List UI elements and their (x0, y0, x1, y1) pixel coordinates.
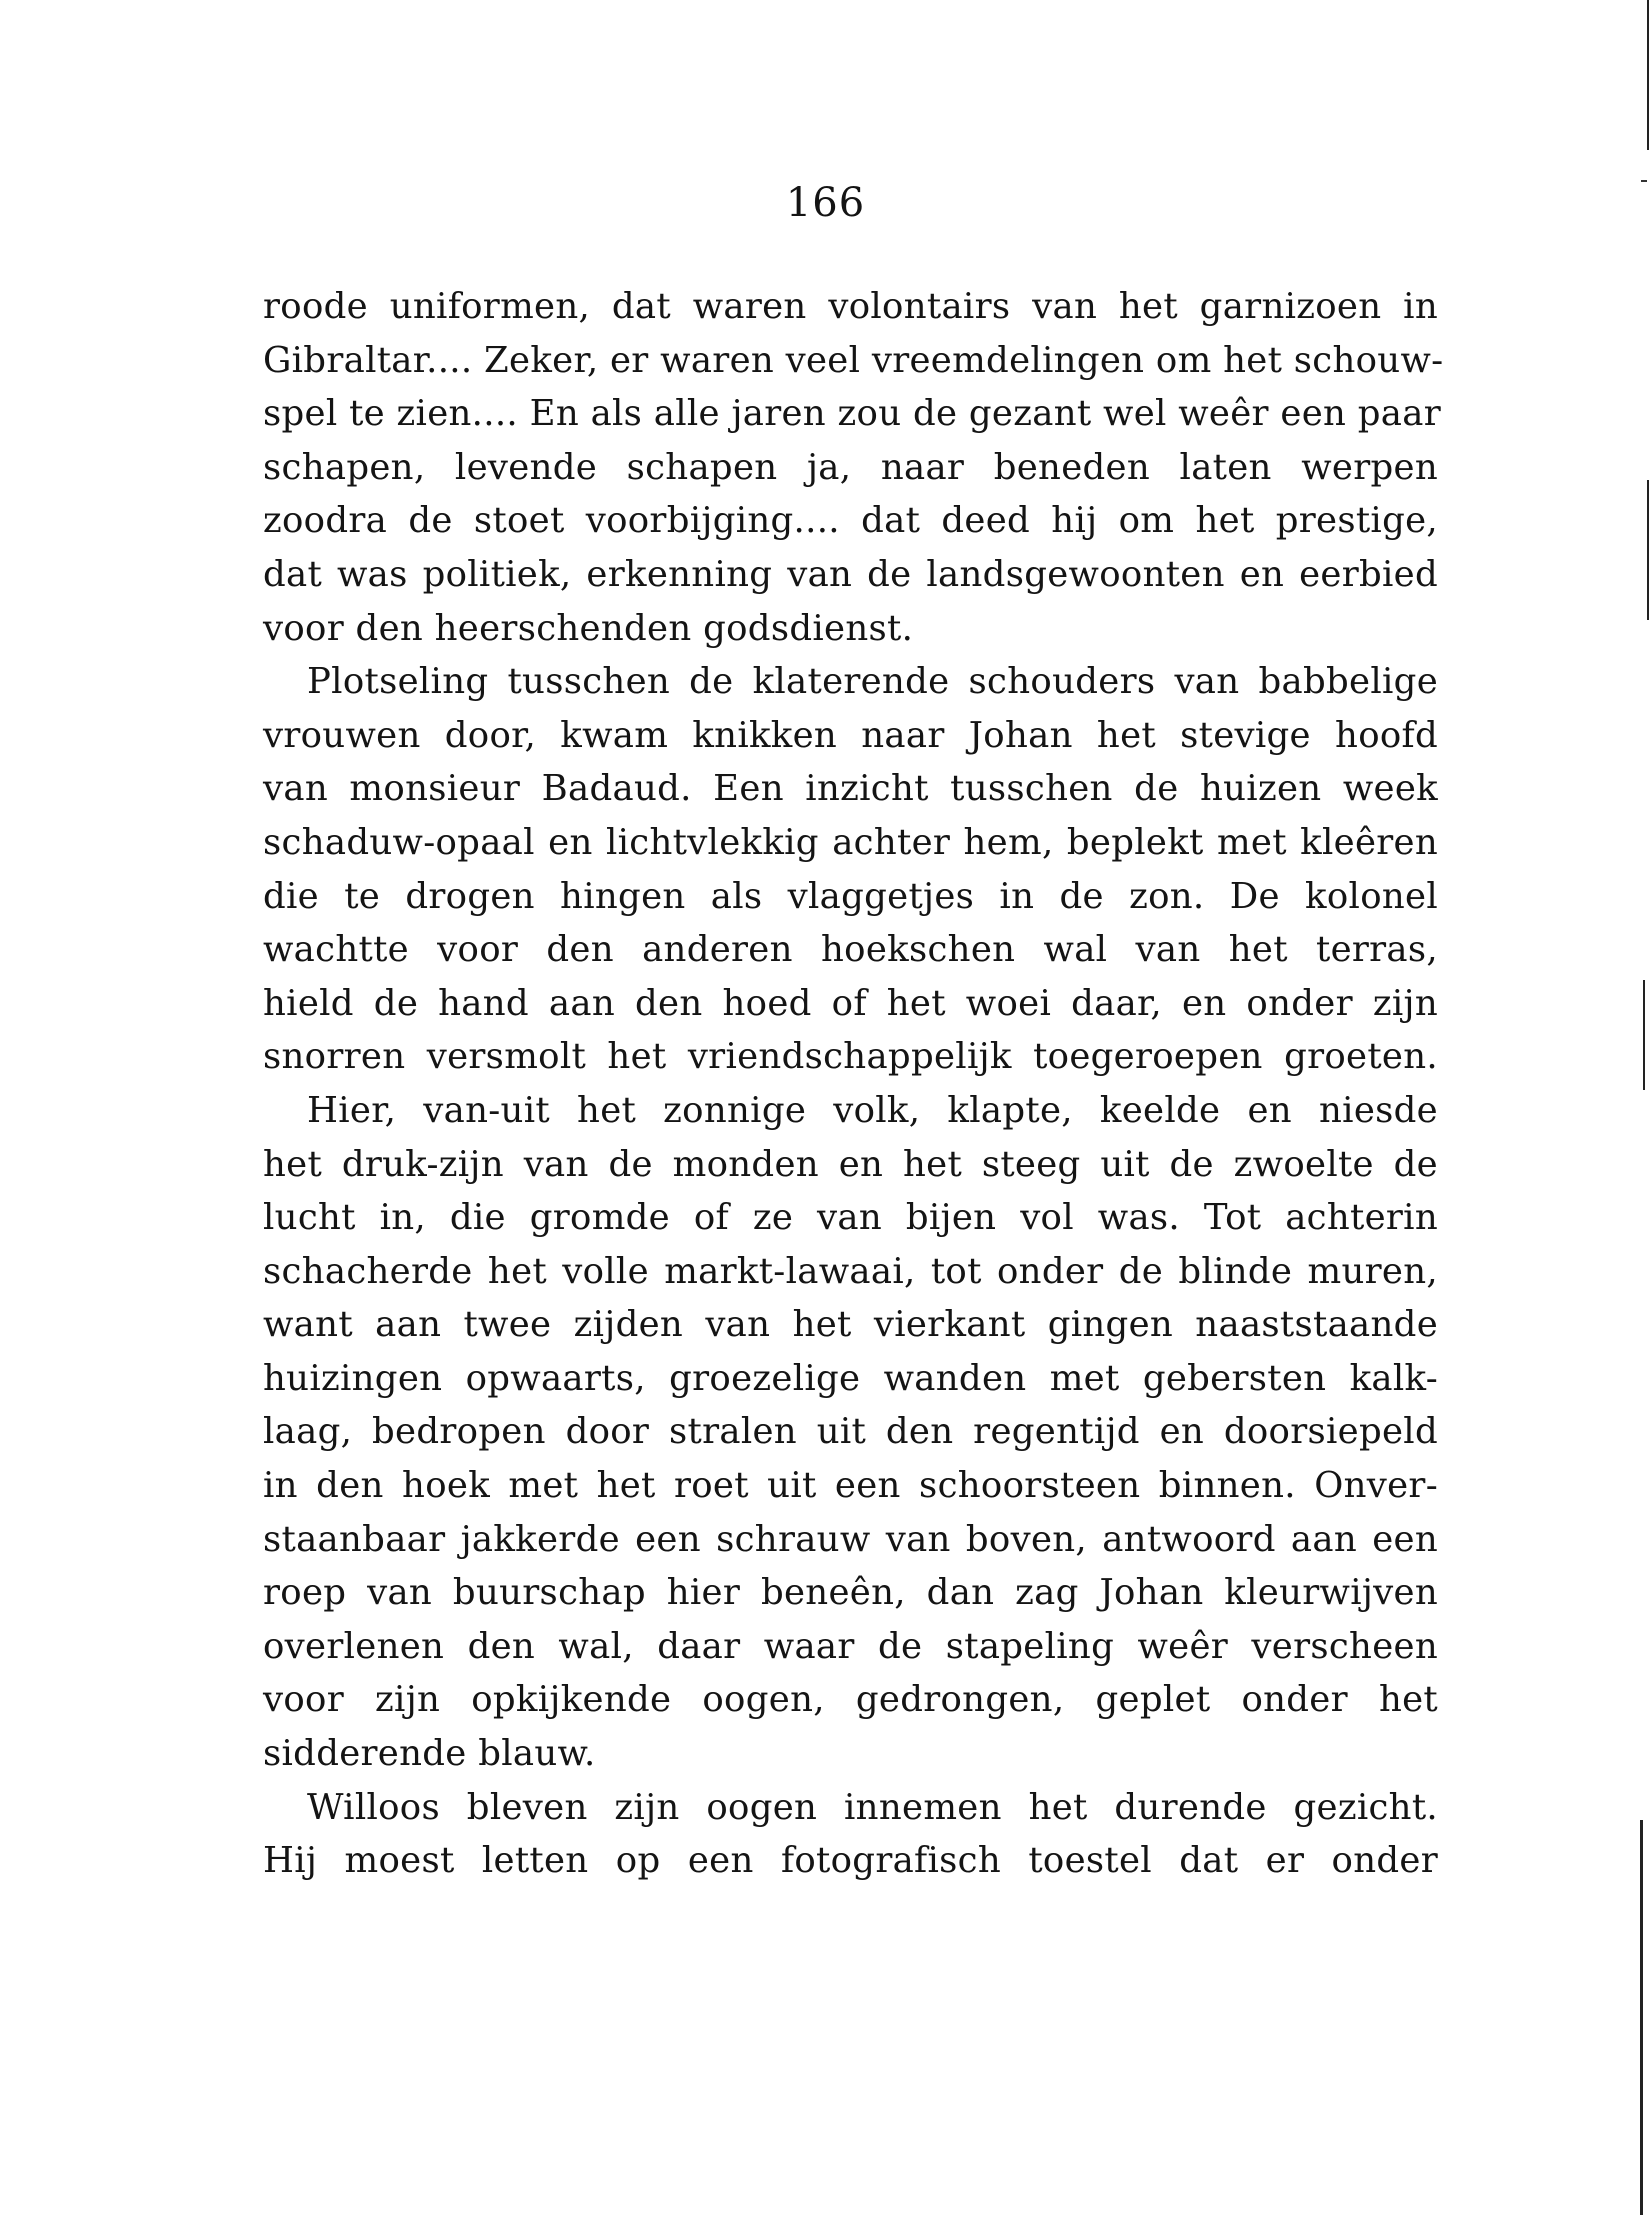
edge-tick-mark (1641, 180, 1647, 182)
paragraph (263, 1084, 1438, 1781)
text-line: schacherde het volle markt-lawaai, tot onder de blinde muren, (263, 1250, 1438, 1292)
text-line: Hier, van-uit het zonnige volk, klapte, keelde en niesde (307, 1089, 1438, 1131)
text-line: sidderende blauw. (263, 1733, 596, 1775)
text-line: wachtte voor den anderen hoekschen wal van het terras, (263, 929, 1438, 971)
body-text (263, 280, 1444, 1888)
text-line: roep van buurschap hier beneên, dan zag Johan kleurwijven (263, 1572, 1438, 1614)
text-line: dat was politiek, erkenning van de landsgewoonten en eerbied (263, 553, 1438, 595)
text-line: vrouwen door, kwam knikken naar Johan het stevige hoofd (263, 714, 1438, 756)
page-edge-line (1640, 1820, 1643, 2215)
text-line: staanbaar jakkerde een schrauw van boven, antwoord aan een (263, 1518, 1438, 1560)
text-line: voor den heerschenden godsdienst. (263, 607, 914, 649)
page-number: 166 (785, 180, 866, 226)
paragraph (263, 655, 1438, 1084)
page-edge-line (1647, 0, 1649, 150)
text-line: hield de hand aan den hoed of het woei daar, en onder zijn (263, 982, 1438, 1024)
text-line: spel te zien.... En als alle jaren zou de gezant wel weêr een paar (263, 393, 1441, 435)
text-line: in den hoek met het roet uit een schoorsteen binnen. Onver- (263, 1465, 1438, 1507)
text-line: Willoos bleven zijn oogen innemen het durende gezicht. (307, 1786, 1438, 1828)
text-line: van monsieur Badaud. Een inzicht tusschen de huizen week (263, 768, 1438, 810)
text-line: het druk-zijn van de monden en het steeg uit de zwoelte de (263, 1143, 1438, 1185)
text-line: want aan twee zijden van het vierkant gingen naaststaande (263, 1304, 1438, 1346)
text-line: huizingen opwaarts, groezelige wanden met gebersten kalk- (263, 1357, 1438, 1399)
text-line: laag, bedropen door stralen uit den regentijd en doorsiepeld (263, 1411, 1438, 1453)
text-line: schaduw-opaal en lichtvlekkig achter hem, beplekt met kleêren (263, 821, 1438, 863)
text-line: Plotseling tusschen de klaterende schouders van babbelige (307, 661, 1438, 703)
page-edge-line (1643, 980, 1645, 1090)
page-edge-line (1647, 480, 1649, 620)
text-line: zoodra de stoet voorbijging.... dat deed hij om het prestige, (263, 500, 1438, 542)
text-line: snorren versmolt het vriendschappelijk toegeroepen groeten. (263, 1036, 1438, 1078)
text-line: lucht in, die gromde of ze van bijen vol was. Tot achterin (263, 1197, 1438, 1239)
text-line: Gibraltar.... Zeker, er waren veel vreemdelingen om het schouw- (263, 339, 1444, 381)
text-line: Hij moest letten op een fotografisch toestel dat er onder (263, 1840, 1438, 1882)
paragraph (263, 1781, 1438, 1888)
text-line: voor zijn opkijkende oogen, gedrongen, geplet onder het (263, 1679, 1438, 1721)
text-line: schapen, levende schapen ja, naar beneden laten werpen (263, 446, 1438, 488)
text-line: die te drogen hingen als vlaggetjes in de zon. De kolonel (263, 875, 1438, 917)
paragraph (263, 280, 1444, 655)
text-line: overlenen den wal, daar waar de stapeling weêr verscheen (263, 1625, 1438, 1667)
text-line: roode uniformen, dat waren volontairs van het garnizoen in (263, 286, 1438, 327)
